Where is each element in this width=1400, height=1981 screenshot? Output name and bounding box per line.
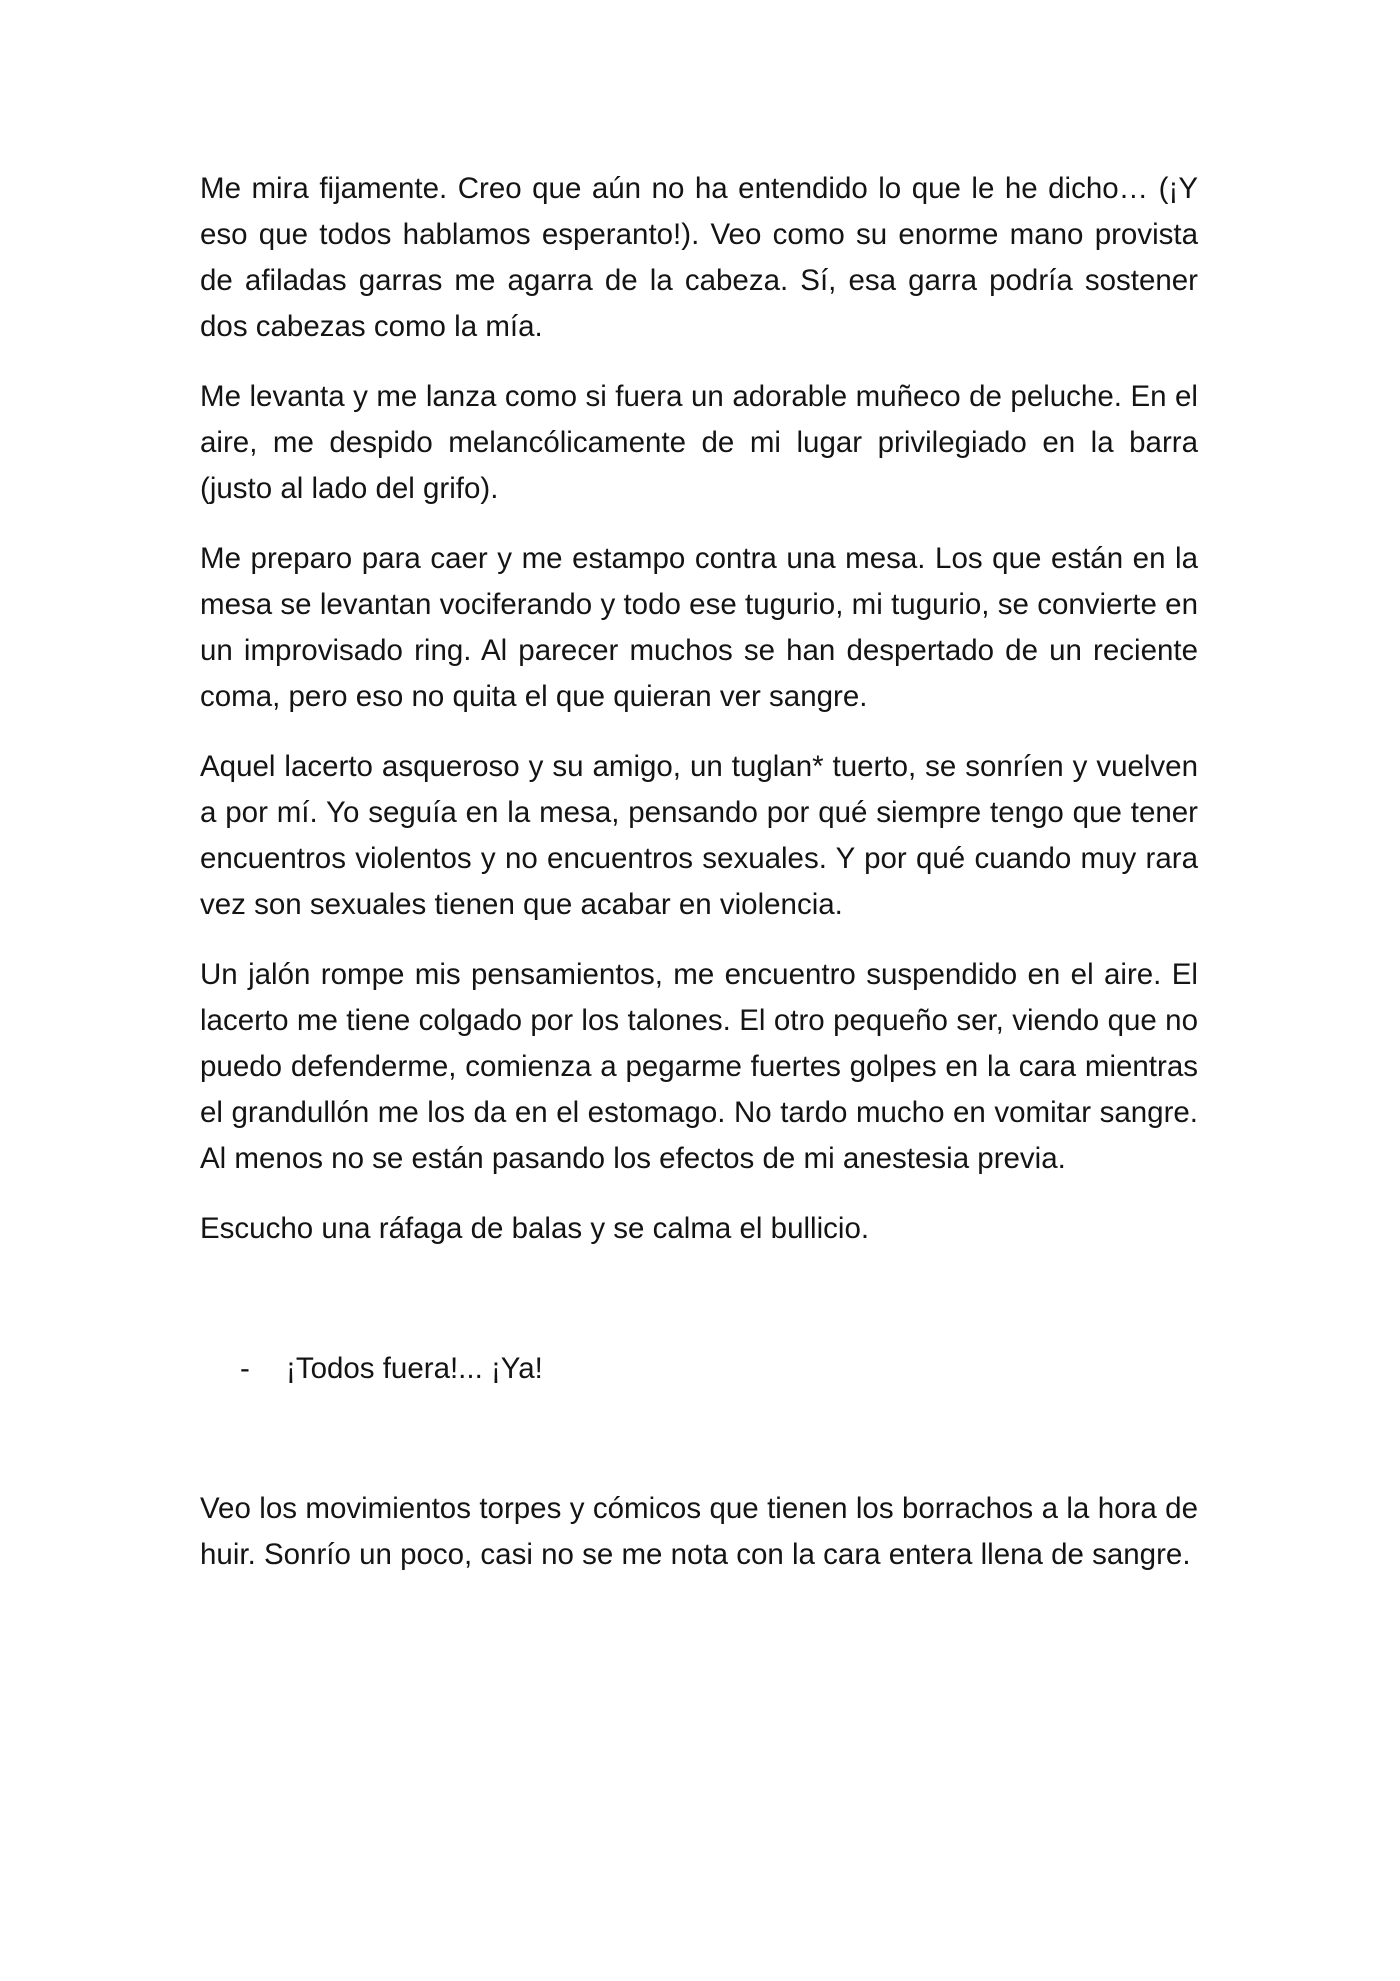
dialogue-dash: - [240,1352,250,1385]
paragraph-5: Un jalón rompe mis pensamientos, me encuentro suspendido en el aire. El lacerto me tiene colgado por los talones. El otro pequeño ser, viendo que no puedo defenderme, comienza a pegarme fuertes golpes en la cara mientras el grandullón me los da en el estomago. No tardo mucho en vomitar sangre. Al menos no se están pasando los efectos de mi anestesia previa. [200,958,1198,1175]
paragraph-2: Me levanta y me lanza como si fuera un adorable muñeco de peluche. En el aire, me despido melancólicamente de mi lugar privilegiado en la barra (justo al lado del grifo). [200,380,1198,505]
paragraph-4: Aquel lacerto asqueroso y su amigo, un tuglan* tuerto, se sonríen y vuelven a por mí. Yo seguía en la mesa, pensando por qué siempre tengo que tener encuentros violentos y no encuentros sexuales. Y por qué cuando muy rara vez son sexuales tienen que acabar en violencia. [200,750,1198,921]
paragraph-6: Escucho una ráfaga de balas y se calma el bullicio. [200,1212,870,1245]
paragraph-1: Me mira fijamente. Creo que aún no ha entendido lo que le he dicho… (¡Y eso que todos hablamos esperanto!). Veo como su enorme mano provista de afiladas garras me agarra de la cabeza. Sí, esa garra podría sostener dos cabezas como la mía. [200,172,1198,343]
dialogue-line [200,1346,1198,1392]
dialogue-text: ¡Todos fuera!... ¡Ya! [286,1352,543,1385]
document-body [200,166,1198,1602]
paragraph-3: Me preparo para caer y me estampo contra una mesa. Los que están en la mesa se levantan vociferando y todo ese tugurio, mi tugurio, se convierte en un improvisado ring. Al parecer muchos se han despertado de un reciente coma, pero eso no quita el que quieran ver sangre. [200,542,1198,713]
closing-paragraph: Veo los movimientos torpes y cómicos que tienen los borrachos a la hora de huir. Sonrío un poco, casi no se me nota con la cara entera llena de sangre. [200,1492,1198,1571]
